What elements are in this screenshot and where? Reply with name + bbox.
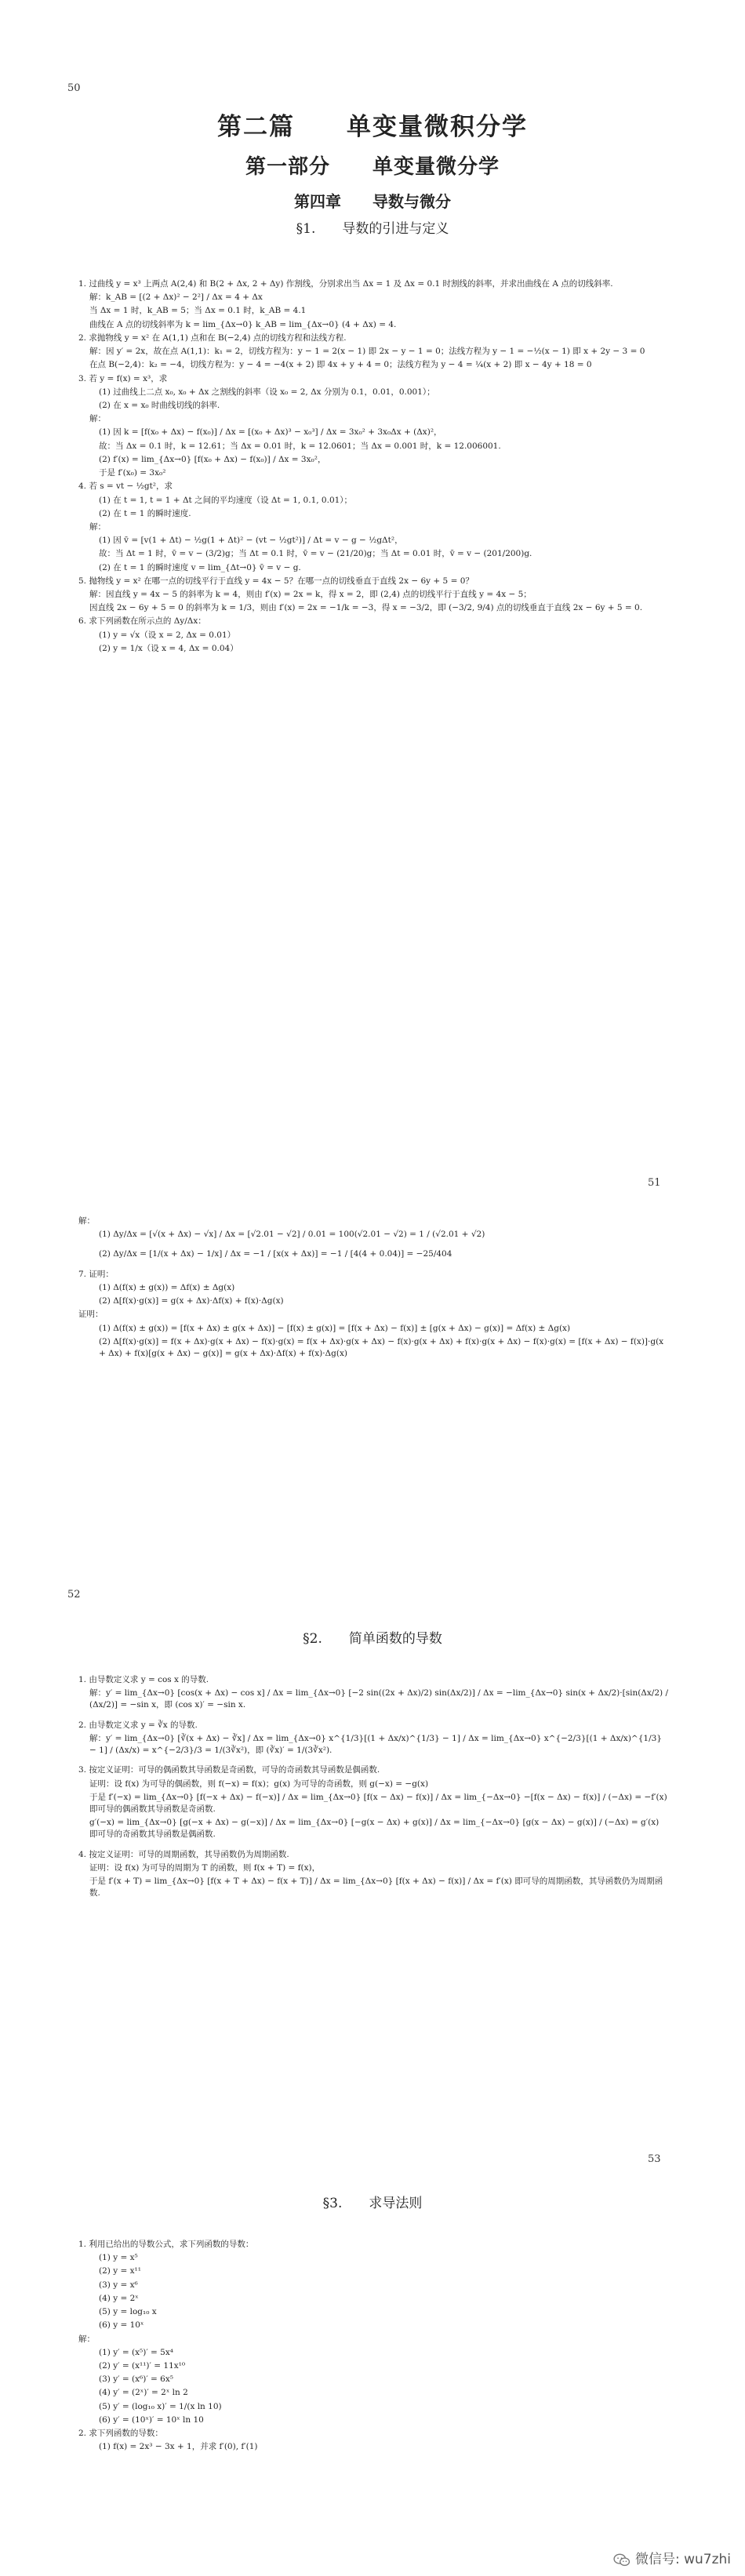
page-50 (0, 0, 745, 653)
solution-text: (4) y′ = (2ˣ)′ = 2ˣ ln 2 (99, 2388, 188, 2398)
exercise-text: 7. 证明： (78, 1269, 114, 1279)
watermark-text: 微信号: wu7zhi (634, 2552, 731, 2568)
solution-text: 故：当 Δt = 1 时，v̄ = v − (3/2)g；当 Δt = 0.1 时，v̄ = v − (21/20)g；当 Δt = 0.01 时，v̄ = v − (201/200)g. (99, 549, 532, 559)
exercise-subitem: (1) f(x) = 2x³ − 3x + 1，并求 f′(0), f′(1) (99, 2442, 258, 2452)
exercise-subitem: (6) y = 10ˣ (99, 2320, 144, 2331)
solution-text: (2) 在 t = 1 的瞬时速度 v = lim_{Δt→0} v̄ = v − g. (99, 562, 301, 572)
exercise-subitem: (1) y = x⁵ (99, 2253, 138, 2263)
solution-text: (1) 因 v̄ = [v(1 + Δt) − ½g(1 + Δt)² − (vt − ½gt²)] / Δt = v − g − ½gΔt²， (99, 536, 403, 546)
page-number: 53 (648, 2153, 661, 2165)
exercise-subitem: (2) 在 x = x₀ 时曲线切线的斜率. (99, 400, 220, 410)
exercise-text: 5. 抛物线 y = x² 在哪一点的切线平行于直线 y = 4x − 5？在哪一点的切线垂直于直线 2x − 6y + 5 = 0？ (78, 576, 474, 586)
solution-text: 因直线 2x − 6y + 5 = 0 的斜率为 k = 1/3，则由 f′(x) = 2x = −1/k = −3，得 x = −3/2，即 (−3/2, 9/4) 点的切线垂直于直线 2x − 6y + 5 = 0. (89, 603, 643, 613)
solution-label: 解： (78, 1216, 95, 1226)
exercise-subitem: (1) Δ(f(x) ± g(x)) = Δf(x) ± Δg(x) (99, 1282, 235, 1292)
page-number: 52 (67, 1589, 81, 1600)
solution-label: 解： (89, 414, 106, 424)
page-number: 51 (648, 1177, 661, 1189)
proof-text: 于是 f′(−x) = lim_{Δx→0} [f(−x + Δx) − f(−x)] / Δx = lim_{Δx→0} [f(x − Δx) − f(x)] / Δx = lim_{−Δx→0} −[f(x − Δx) − f(x)] / (−Δx) = −f′(x) 即可导的偶函数其导函数是奇函数. (89, 1792, 667, 1814)
exercise-list (78, 1215, 668, 1361)
exercise-text: 2. 求抛物线 y = x² 在 A(1,1) 点和在 B(−2,4) 点的切线方程和法线方程. (78, 332, 347, 343)
solution-text: 解：y′ = lim_{Δx→0} [cos(x + Δx) − cos x] / Δx = lim_{Δx→0} [−2 sin((2x + Δx)/2) sin(Δx/2)] / Δx = −lim_{Δx→0} sin(x + Δx/2)·[sin(Δx/2) / (Δx/2)] = −sin x，即 (cos x)′ = −sin x. (89, 1688, 668, 1710)
solution-text: (2) y′ = (x¹¹)′ = 11x¹⁰ (99, 2360, 186, 2371)
exercise-subitem: (2) y = x¹¹ (99, 2266, 141, 2276)
exercise-text: 2. 求下列函数的导数： (78, 2429, 163, 2439)
wechat-icon (613, 2553, 631, 2567)
exercise-subitem: (3) y = x⁶ (99, 2280, 138, 2290)
exercise-subitem: (2) 在 t = 1 的瞬时速度. (99, 508, 191, 518)
solution-text: (3) y′ = (x⁶)′ = 6x⁵ (99, 2374, 173, 2385)
solution-text: 解：y′ = lim_{Δx→0} [∛(x + Δx) − ∛x] / Δx = lim_{Δx→0} x^{1/3}[(1 + Δx/x)^{1/3} − 1] / Δx = lim_{Δx→0} x^{−2/3}[(1 + Δx/x)^{1/3} − 1] / (Δx/x) = x^{−2/3}/3 = 1/(3∛x²)，即 (∛x)′ = 1/(3∛x²). (89, 1733, 662, 1756)
exercise-text: 4. 按定义证明：可导的周期函数，其导函数仍为周期函数. (78, 1849, 289, 1859)
proof-text: 于是 f′(x + T) = lim_{Δx→0} [f(x + T + Δx) − f(x + T)] / Δx = lim_{Δx→0} [f(x + Δx) − f(x)] / Δx = f′(x) 即可导的周期函数，其导函数仍为周期函数. (89, 1877, 663, 1898)
exercise-text: 3. 按定义证明：可导的偶函数其导函数是奇函数，可导的奇函数其导函数是偶函数. (78, 1765, 380, 1775)
exercise-subitem: (1) y = √x（设 x = 2, Δx = 0.01） (99, 630, 236, 640)
exercise-list (78, 1674, 668, 1902)
solution-text: (1) y′ = (x⁵)′ = 5x⁴ (99, 2347, 173, 2357)
proof-text: 证明：设 f(x) 为可导的偶函数，则 f(−x) = f(x)；g(x) 为可导的奇函数，则 g(−x) = −g(x) (89, 1778, 429, 1789)
proof-text: 证明：设 f(x) 为可导的周期为 T 的函数，则 f(x + T) = f(x)， (89, 1862, 321, 1873)
solution-text: 解：k_AB = [(2 + Δx)² − 2²] / Δx = 4 + Δx (89, 292, 263, 303)
exercise-subitem: (1) 在 t = 1, t = 1 + Δt 之间的平均速度（设 Δt = 1, 0.1, 0.01）； (99, 495, 353, 505)
exercise-text: 2. 由导数定义求 y = ∛x 的导数. (78, 1720, 198, 1730)
solution-label: 解： (89, 521, 106, 532)
proof-label: 证明： (78, 1310, 104, 1320)
exercise-subitem: (5) y = log₁₀ x (99, 2307, 157, 2317)
exercise-text: 6. 求下列函数在所示点的 Δy/Δx： (78, 616, 206, 627)
book-title: 第二篇 单变量微积分学 (217, 113, 528, 141)
exercise-text: 4. 若 s = vt − ½gt²，求 (78, 481, 173, 492)
watermark (613, 2550, 731, 2570)
solution-text: (1) Δy/Δx = [√(x + Δx) − √x] / Δx = [√2.01 − √2] / 0.01 = 100(√2.01 − √2) = 1 / (√2.01 + √2) (99, 1230, 485, 1240)
page-number: 50 (67, 82, 81, 94)
exercise-subitem: (2) y = 1/x（设 x = 4, Δx = 0.04） (99, 643, 238, 653)
solution-text: 在点 B(−2,4)：k₂ = −4，切线方程为：y − 4 = −4(x + 2) 即 4x + y + 4 = 0；法线方程为 y − 4 = ¼(x + 2) 即 x − 4y + 18 = 0 (89, 360, 592, 370)
exercise-text: 1. 利用已给出的导数公式，求下列函数的导数： (78, 2240, 254, 2249)
section-title: §1. 导数的引进与定义 (296, 220, 449, 237)
proof-text: (1) Δ(f(x) ± g(x)) = [f(x + Δx) ± g(x + Δx)] − [f(x) ± g(x)] = [f(x + Δx) − f(x)] ± [g(x + Δx) − g(x)] = Δf(x) ± Δg(x) (99, 1323, 571, 1333)
solution-text: 曲线在 A 点的切线斜率为 k = lim_{Δx→0} k_AB = lim_{Δx→0} (4 + Δx) = 4. (89, 319, 397, 329)
section-title: §2. 简单函数的导数 (303, 1631, 442, 1647)
solution-text: 解：因直线 y = 4x − 5 的斜率为 k = 4，则由 f′(x) = 2x = k，得 x = 2，即 (2,4) 点的切线平行于直线 y = 4x − 5； (89, 590, 532, 600)
solution-text: 当 Δx = 1 时，k_AB = 5；当 Δx = 0.1 时，k_AB = 4.1 (89, 306, 307, 316)
solution-text: 于是 f′(x₀) = 3x₀² (99, 468, 166, 478)
exercise-list (78, 2239, 668, 2455)
exercise-subitem: (1) 过曲线上二点 x₀, x₀ + Δx 之割线的斜率（设 x₀ = 2, Δx 分别为 0.1，0.01，0.001）； (99, 387, 435, 397)
solution-label: 解： (78, 2334, 95, 2344)
solution-text: (5) y′ = (log₁₀ x)′ = 1/(x ln 10) (99, 2401, 222, 2411)
page-51 (0, 1176, 745, 1490)
exercise-subitem: (4) y = 2ˣ (99, 2293, 139, 2303)
part-title: 第一部分 单变量微分学 (245, 154, 500, 179)
exercise-subitem: (2) Δ[f(x)·g(x)] = g(x + Δx)·Δf(x) + f(x)·Δg(x) (99, 1296, 284, 1306)
page-53 (0, 2153, 745, 2576)
page-52 (0, 1588, 745, 2058)
exercise-list (78, 278, 668, 656)
exercise-text: 1. 过曲线 y = x³ 上两点 A(2,4) 和 B(2 + Δx, 2 + Δy) 作割线，分别求出当 Δx = 1 及 Δx = 0.1 时割线的斜率，并求出曲线在 A 点的切线斜率. (78, 279, 613, 289)
chapter-title: 第四章 导数与微分 (294, 191, 451, 211)
section-title: §3. 求导法则 (322, 2196, 423, 2211)
solution-text: 解：因 y′ = 2x，故在点 A(1,1)：k₁ = 2，切线方程为：y − 1 = 2(x − 1) 即 2x − y − 1 = 0；法线方程为 y − 1 = −½(x − 1) 即 x + 2y − 3 = 0 (89, 347, 645, 357)
proof-text: g′(−x) = lim_{Δx→0} [g(−x + Δx) − g(−x)] / Δx = lim_{Δx→0} [−g(x − Δx) + g(x)] / Δx = lim_{−Δx→0} [g(x − Δx) − g(x)] / (−Δx) = g′(x) 即可导的奇函数其导函数是偶函数. (89, 1818, 660, 1840)
proof-text: (2) Δ[f(x)·g(x)] = f(x + Δx)·g(x + Δx) − f(x)·g(x) = f(x + Δx)·g(x + Δx) − f(x)·g(x + Δx) + f(x)·g(x + Δx) − f(x)·g(x) = [f(x + Δx) − f(x)]·g(x + Δx) + f(x)[g(x + Δx) − g(x)] = g(x + Δx)·Δf(x) + f(x)·Δg(x) (99, 1336, 664, 1358)
exercise-text: 1. 由导数定义求 y = cos x 的导数. (78, 1675, 209, 1684)
solution-text: (2) Δy/Δx = [1/(x + Δx) − 1/x] / Δx = −1 / [x(x + Δx)] = −1 / [4(4 + 0.04)] = −25/404 (99, 1249, 452, 1259)
solution-text: (1) 因 k = [f(x₀ + Δx) − f(x₀)] / Δx = [(x₀ + Δx)³ − x₀³] / Δx = 3x₀² + 3x₀Δx + (Δx)²， (99, 427, 442, 438)
solution-text: (6) y′ = (10ˣ)′ = 10ˣ ln 10 (99, 2414, 204, 2425)
solution-text: 故：当 Δx = 0.1 时，k = 12.61；当 Δx = 0.01 时，k = 12.0601；当 Δx = 0.001 时，k = 12.006001. (99, 441, 501, 451)
solution-text: (2) f′(x) = lim_{Δx→0} [f(x₀ + Δx) − f(x₀)] / Δx = 3x₀²， (99, 454, 326, 464)
exercise-text: 3. 若 y = f(x) = x³，求 (78, 373, 168, 383)
